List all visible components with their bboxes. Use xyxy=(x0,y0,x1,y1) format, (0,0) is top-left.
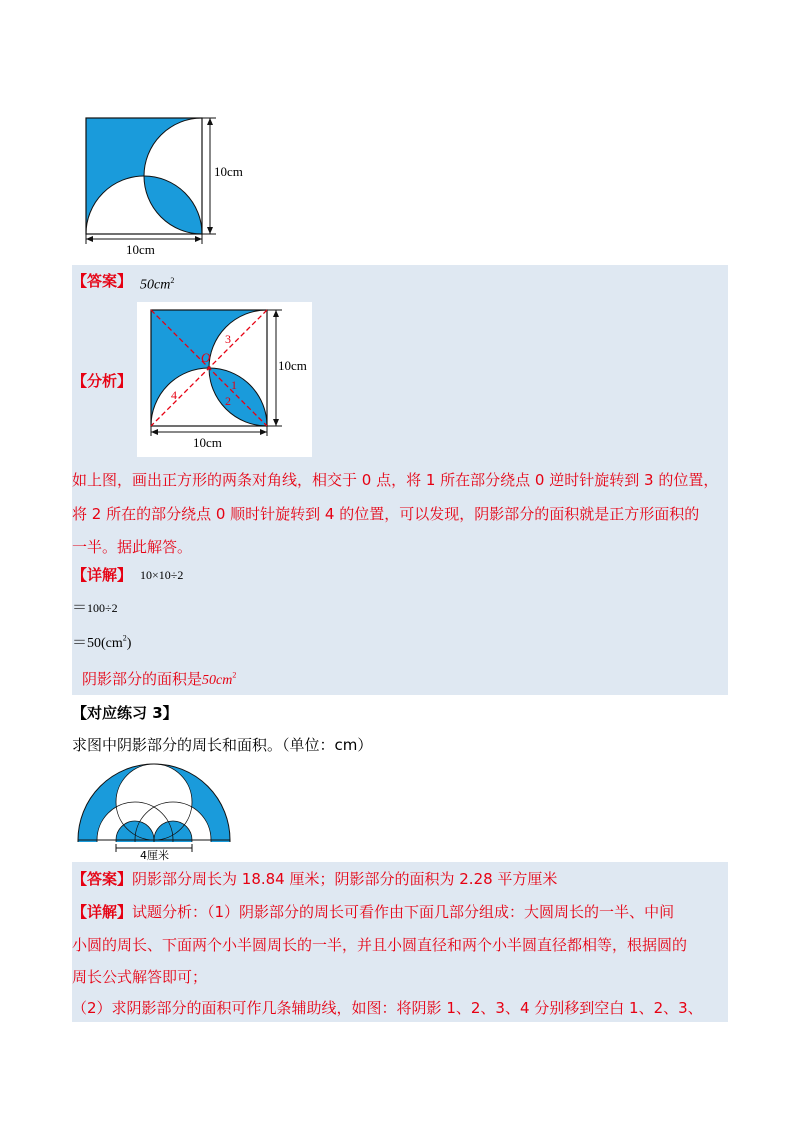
answer2-line: 【答案】阴影部分周长为 18.84 厘米；阴影部分的面积为 2.28 平方厘米 xyxy=(72,870,558,888)
detail-step-1: 10×10÷2 xyxy=(140,568,184,582)
analysis-diagram xyxy=(137,302,312,457)
square-arcs-diagram xyxy=(78,112,258,257)
analysis-line-1: 如上图，画出正方形的两条对角线，相交于 0 点，将 1 所在部分绕点 0 逆时针旋转到 3 的位置， xyxy=(72,471,719,489)
width-label: 10cm xyxy=(126,242,155,257)
detail2-line-2: 小圆的周长、下面两个小半圆周长的一半，并且小圆直径和两个小半圆直径都相等，根据圆的 xyxy=(72,936,688,954)
practice-heading: 【对应练习 3】 xyxy=(72,704,178,722)
point-o-label: O xyxy=(201,350,211,365)
detail-tag: 【详解】 xyxy=(72,566,133,584)
height-label: 10cm xyxy=(278,358,307,373)
height-label: 10cm xyxy=(214,164,243,179)
width-label: 10cm xyxy=(193,435,222,450)
region-1-label: 1 xyxy=(231,378,237,392)
analysis-tag: 【分析】 xyxy=(72,372,133,390)
practice-question: 求图中阴影部分的周长和面积。（单位：cm） xyxy=(72,736,373,754)
detail-conclusion: 阴影部分的面积是$50cm^2$ xyxy=(82,670,237,688)
analysis-line-2: 将 2 所在的部分绕点 0 顺时针旋转到 4 的位置，可以发现，阴影部分的面积就是正方形面积的 xyxy=(72,505,700,523)
detail-step-2: ＝100÷2 xyxy=(72,598,118,616)
semicircle-figure xyxy=(72,762,242,862)
region-4-label: 4 xyxy=(171,388,177,402)
detail2-line-4: （2）求阴影部分的面积可作几条辅助线，如图：将阴影 1、2、3、4 分别移到空白 1、2、3、 xyxy=(72,999,703,1017)
region-2-label: 2 xyxy=(225,394,231,408)
answer-value: $50cm^2$ xyxy=(140,276,175,293)
figure-square-arcs xyxy=(78,112,258,257)
analysis-line-3: 一半。据此解答。 xyxy=(72,538,193,556)
detail2-line-3: 周长公式解答即可； xyxy=(72,968,208,986)
region-3-label: 3 xyxy=(225,332,231,346)
diameter-label: 4厘米 xyxy=(140,849,169,862)
answer-tag: 【答案】 xyxy=(72,272,133,290)
detail-step-3: $=50(cm^2)$ xyxy=(72,633,132,651)
analysis-figure xyxy=(137,302,312,457)
detail2-line-1: 【详解】试题分析：（1）阴影部分的周长可看作由下面几部分组成：大圆周长的一半、中间 xyxy=(72,903,675,921)
